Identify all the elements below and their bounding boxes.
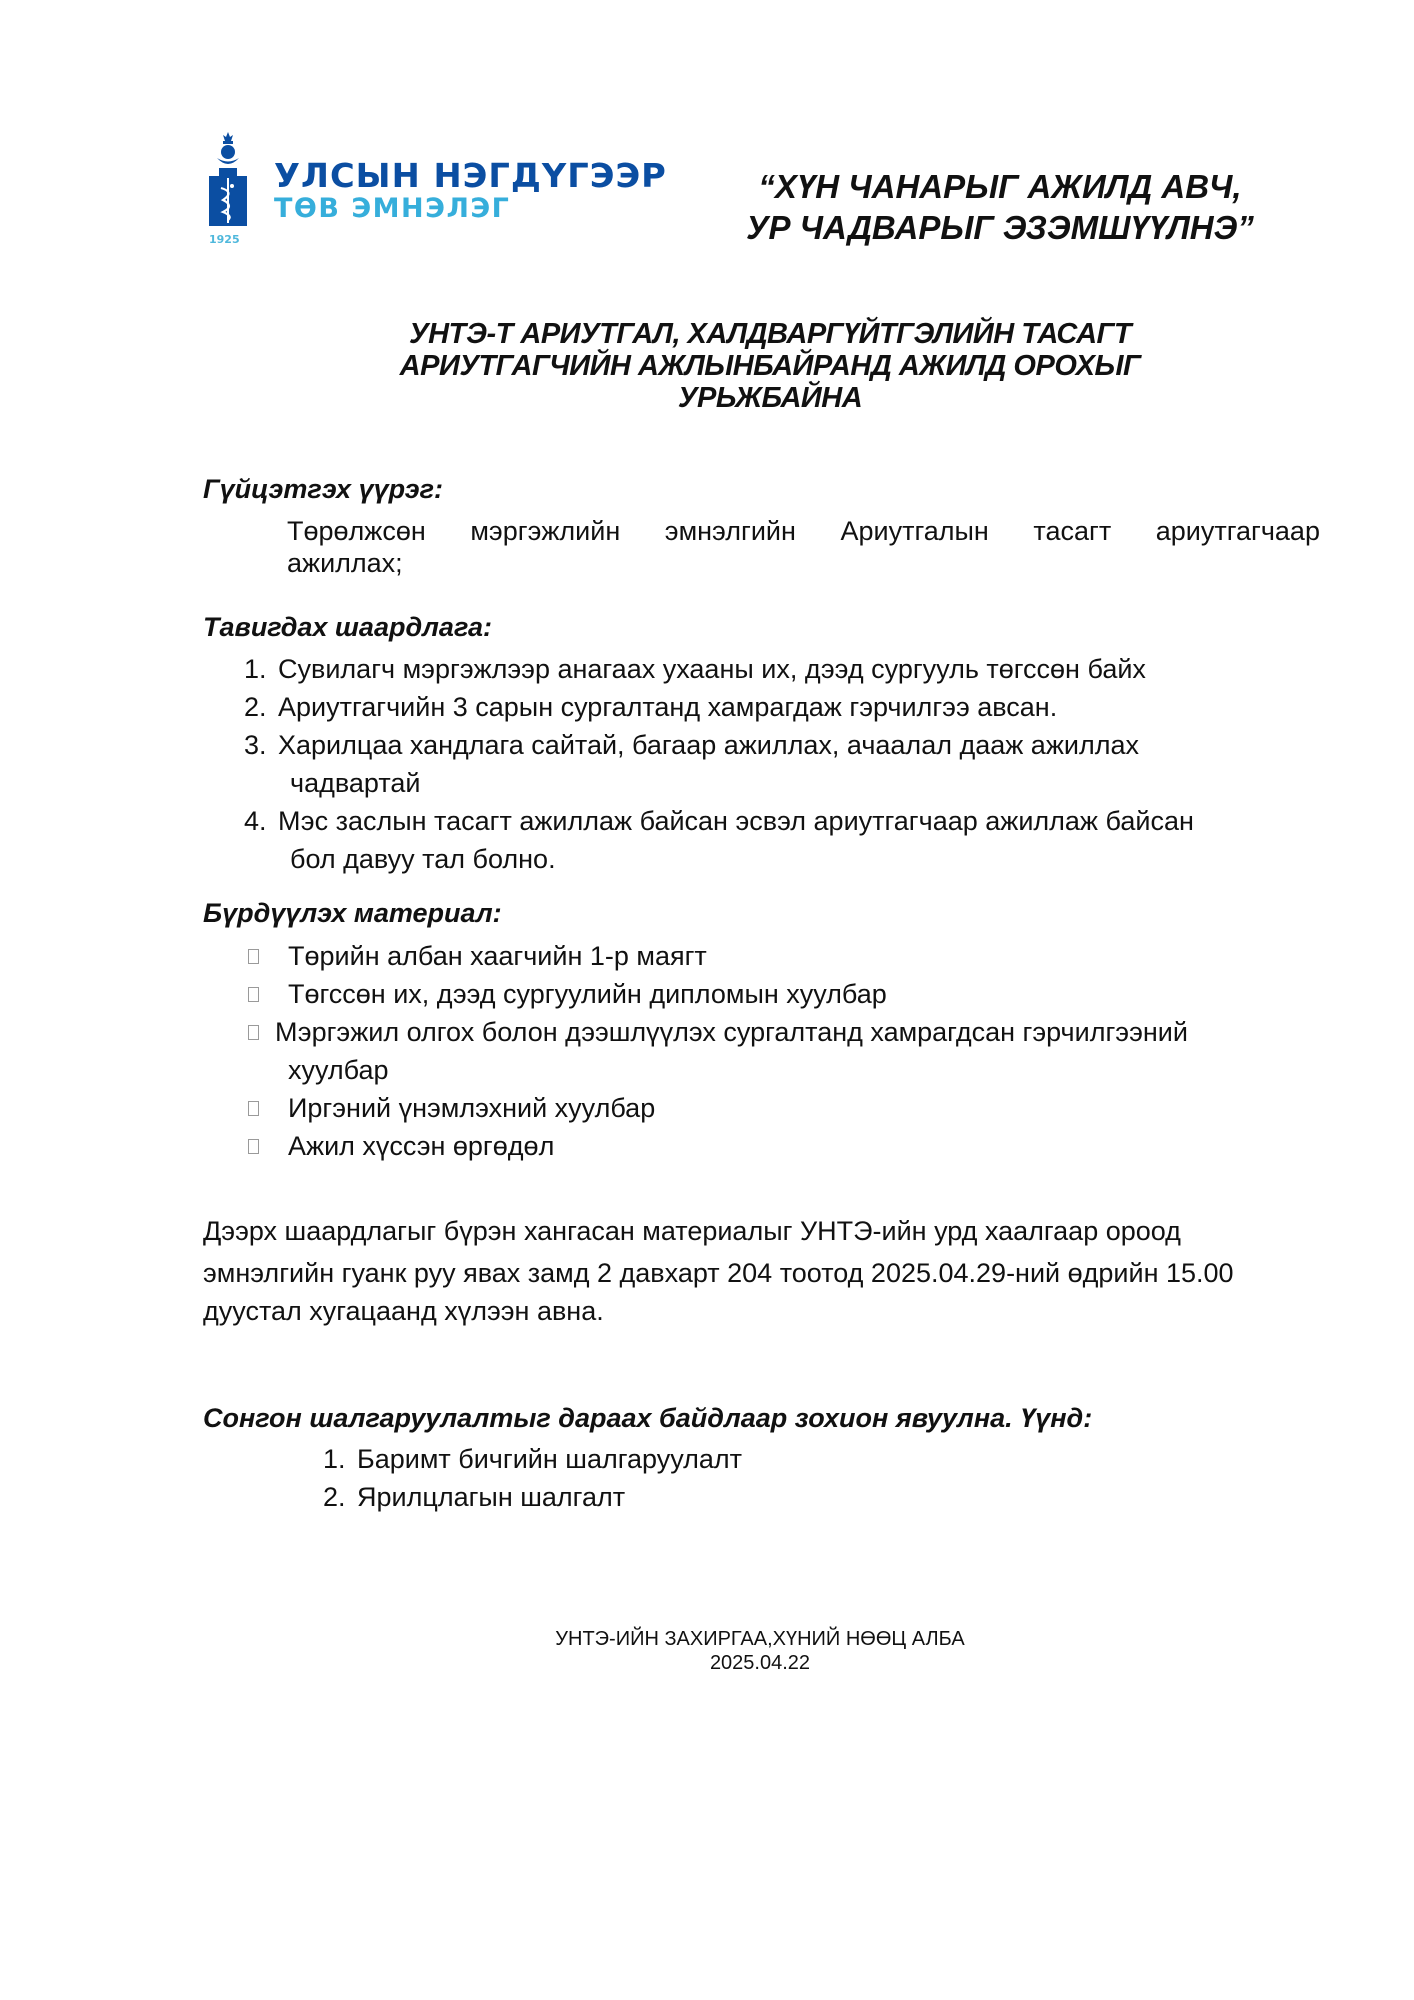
page-title xyxy=(380,318,1160,414)
list-item xyxy=(248,937,1348,975)
selection-list xyxy=(323,1440,1223,1516)
title-line3: УРЬЖБАЙНА xyxy=(677,382,863,414)
list-item xyxy=(248,975,1348,1013)
caduceus-emblem-icon xyxy=(205,130,251,240)
requirements-heading: Тавигдах шаардлага: xyxy=(203,612,493,642)
empty-box-bullet-icon xyxy=(248,987,259,1002)
item-text: Ярилцлагын шалгалт xyxy=(357,1482,626,1512)
item-text-continued: бол давуу тал болно. xyxy=(290,844,556,874)
duties-word: тасагт xyxy=(1033,516,1112,546)
item-text-continued: хуулбар xyxy=(288,1055,389,1085)
item-text: Иргэний үнэмлэхний хуулбар xyxy=(288,1093,656,1123)
duties-word: мэргэжлийн xyxy=(470,516,621,546)
duties-text xyxy=(287,512,1320,582)
item-text: Харилцаа хандлага сайтай, багаар ажиллах, ачаалал дааж ажиллах xyxy=(278,730,1139,760)
item-text-continued: чадвартай xyxy=(290,768,421,798)
duties-word: эмнэлгийн xyxy=(664,516,796,546)
item-number: 4. xyxy=(244,806,267,836)
logo-year: 1925 xyxy=(209,233,240,246)
item-number: 2. xyxy=(244,692,267,722)
title-line1: УНТЭ-Т АРИУТГАЛ, ХАЛДВАРГҮЙТГЭЛИЙН ТАСАГТ xyxy=(408,318,1132,350)
list-item xyxy=(244,688,1344,726)
logo-title-line2: ТӨВ ЭМНЭЛЭГ xyxy=(274,193,511,224)
duties-word: ариутгагчаар xyxy=(1155,516,1320,546)
item-text: Мэс заслын тасагт ажиллаж байсан эсвэл ариутгагчаар ажиллаж байсан xyxy=(278,806,1194,836)
submission-line2: эмнэлгийн гуанк руу явах замд 2 давхарт 204 тоотод 2025.04.29-ний өдрийн 15.00 xyxy=(203,1258,1234,1288)
item-text: Ариутгагчийн 3 сарын сургалтанд хамрагдаж гэрчилгээ авсан. xyxy=(278,692,1058,722)
signature-footer xyxy=(500,1627,1020,1675)
materials-list xyxy=(248,937,1348,1165)
duties-word: Ариутгалын xyxy=(840,516,989,546)
requirements-list xyxy=(244,650,1344,878)
logo-title-line1: УЛСЫН НЭГДҮГЭЭР xyxy=(274,156,667,195)
materials-heading: Бүрдүүлэх материал: xyxy=(203,898,502,928)
list-item xyxy=(248,1089,1348,1127)
footer-date: 2025.04.22 xyxy=(709,1652,811,1674)
submission-line1: Дээрх шаардлагыг бүрэн хангасан материалыг УНТЭ-ийн урд хаалгаар ороод xyxy=(203,1216,1181,1246)
duties-word: Төрөлжсөн xyxy=(287,516,426,546)
item-number: 1. xyxy=(244,654,267,684)
empty-box-bullet-icon xyxy=(248,949,259,964)
slogan-line1: “ХҮН ЧАНАРЫГ АЖИЛД АВЧ, xyxy=(758,168,1242,205)
item-text: Ажил хүссэн өргөдөл xyxy=(288,1131,555,1161)
duties-line2: ажиллах; xyxy=(287,548,403,578)
empty-box-bullet-icon xyxy=(248,1101,259,1116)
selection-heading: Сонгон шалгаруулалтыг дараах байдлаар зохион явуулна. Үүнд: xyxy=(203,1403,1093,1433)
list-item xyxy=(248,1013,1348,1089)
list-item xyxy=(323,1440,1223,1478)
item-text: Баримт бичгийн шалгаруулалт xyxy=(357,1444,743,1474)
duties-heading: Гүйцэтгэх үүрэг: xyxy=(203,474,444,504)
list-item xyxy=(248,1127,1348,1165)
hospital-logo xyxy=(205,130,667,250)
empty-box-bullet-icon xyxy=(248,1025,259,1040)
list-item xyxy=(323,1478,1223,1516)
submission-paragraph xyxy=(203,1210,1333,1332)
empty-box-bullet-icon xyxy=(248,1139,259,1154)
submission-line3: дуустал хугацаанд хүлээн авна. xyxy=(203,1296,604,1326)
list-item xyxy=(244,650,1344,688)
item-text: Төгссөн их, дээд сургуулийн дипломын хуулбар xyxy=(288,979,887,1009)
list-item xyxy=(244,802,1344,878)
item-number: 3. xyxy=(244,730,267,760)
item-number: 2. xyxy=(323,1482,346,1512)
item-text: Мэргэжил олгох болон дээшлүүлэх сургалтанд хамрагдсан гэрчилгээний xyxy=(275,1017,1188,1047)
item-number: 1. xyxy=(323,1444,346,1474)
title-line2: АРИУТГАГЧИЙН АЖЛЫНБАЙРАНД АЖИЛД ОРОХЫГ xyxy=(399,350,1141,382)
item-text: Сувилагч мэргэжлээр анагаах ухааны их, дээд сургууль төгссөн байх xyxy=(278,654,1146,684)
slogan-line2: УР ЧАДВАРЫГ ЭЗЭМШҮҮЛНЭ” xyxy=(746,209,1254,246)
footer-org: УНТЭ-ИЙН ЗАХИРГАА,ХҮНИЙ НӨӨЦ АЛБА xyxy=(555,1628,965,1650)
list-item xyxy=(244,726,1344,802)
item-text: Төрийн албан хаагчийн 1-р маягт xyxy=(288,941,707,971)
slogan xyxy=(700,166,1300,248)
